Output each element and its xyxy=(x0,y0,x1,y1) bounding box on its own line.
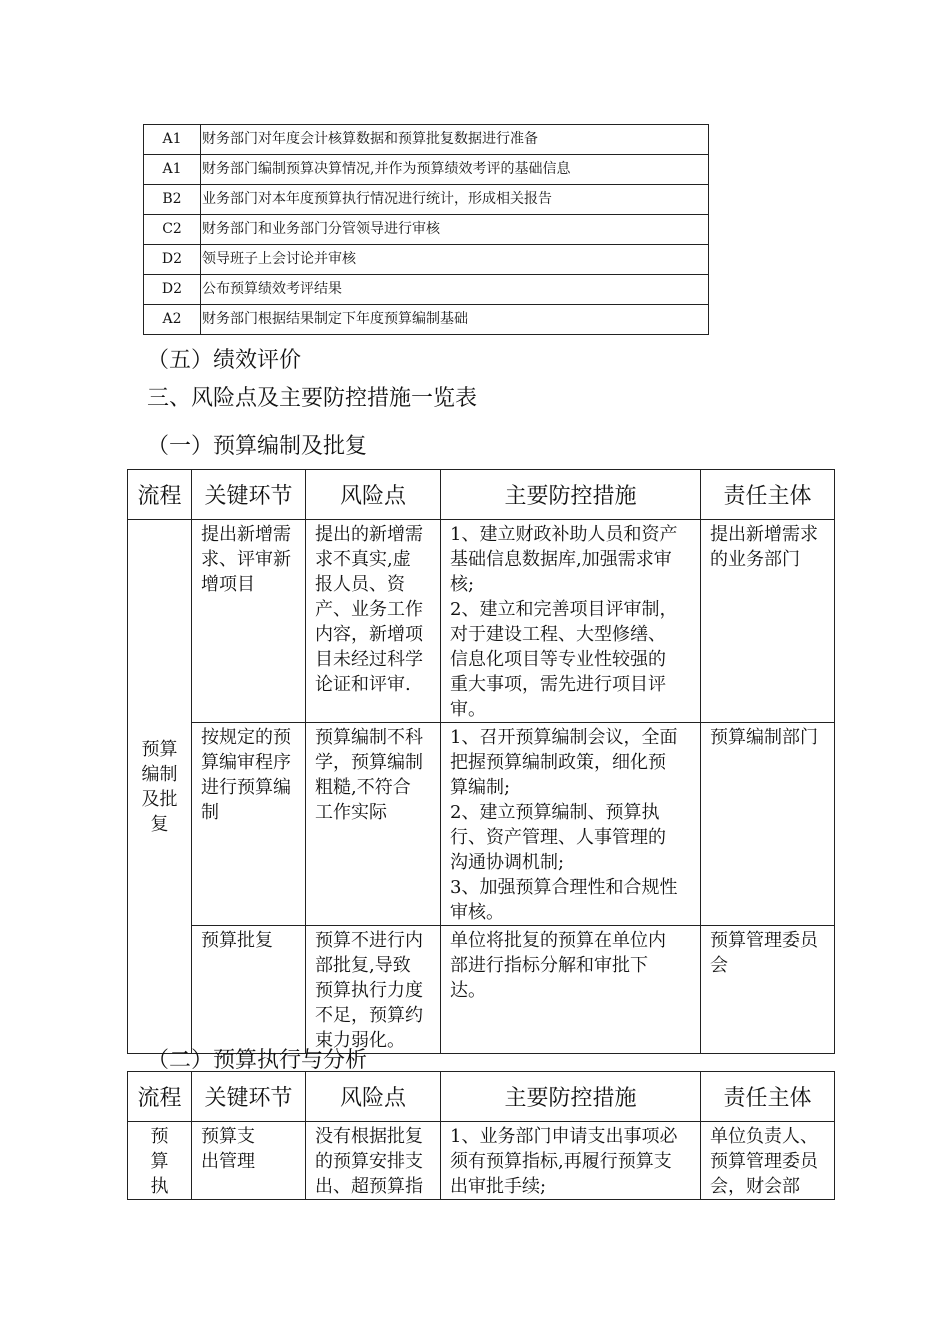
flow-cell: 预算 编制 及批 复 xyxy=(128,520,192,1054)
risk-cell: 预算编制不科 学，预算编制 粗糙,不符合 工作实际 xyxy=(306,723,441,926)
flow-cell: 预 算 执 xyxy=(128,1122,192,1200)
owner-cell: 预算编制部门 xyxy=(701,723,835,926)
table-row xyxy=(128,1122,835,1200)
table-row xyxy=(144,305,709,335)
measures-cell: 1、业务部门申请支出事项必 须有预算指标,再履行预算支 出审批手续; xyxy=(441,1122,701,1200)
col-header-owner: 责任主体 xyxy=(701,1072,835,1122)
col-header-measures: 主要防控措施 xyxy=(441,1072,701,1122)
table-row xyxy=(144,215,709,245)
table-row xyxy=(144,125,709,155)
risk-cell: 预算不进行内 部批复,导致 预算执行力度 不足，预算约 束力弱化。 xyxy=(306,926,441,1054)
evaluation-steps-table xyxy=(143,124,709,335)
table-row xyxy=(128,520,835,723)
risk-cell: 提出的新增需 求不真实,虚 报人员、资 产、业务工作 内容，新增项 目未经过科学 论证和评审. xyxy=(306,520,441,723)
step-description: 公布预算绩效考评结果 xyxy=(201,275,709,305)
col-header-flow: 流程 xyxy=(128,470,192,520)
budget-execution-table xyxy=(127,1071,835,1200)
table-row xyxy=(144,245,709,275)
step-description: 财务部门和业务部门分管领导进行审核 xyxy=(201,215,709,245)
col-header-owner: 责任主体 xyxy=(701,470,835,520)
key-step-cell: 提出新增需 求、评审新 增项目 xyxy=(192,520,306,723)
col-header-key-step: 关键环节 xyxy=(192,470,306,520)
step-code: B2 xyxy=(144,185,201,215)
heading-performance-evaluation: （五）绩效评价 xyxy=(147,348,302,373)
key-step-cell: 按规定的预 算编审程序 进行预算编 制 xyxy=(192,723,306,926)
step-code: A1 xyxy=(144,125,201,155)
col-header-measures: 主要防控措施 xyxy=(441,470,701,520)
owner-cell: 预算管理委员 会 xyxy=(701,926,835,1054)
table-row xyxy=(144,185,709,215)
key-step-cell: 预算支 出管理 xyxy=(192,1122,306,1200)
heading-budget-execution: （二）预算执行与分析 xyxy=(147,1048,368,1073)
col-header-risk: 风险点 xyxy=(306,1072,441,1122)
step-description: 财务部门对年度会计核算数据和预算批复数据进行准备 xyxy=(201,125,709,155)
table-header-row xyxy=(128,470,835,520)
measures-cell: 单位将批复的预算在单位内 部进行指标分解和审批下 达。 xyxy=(441,926,701,1054)
step-description: 财务部门编制预算决算情况,并作为预算绩效考评的基础信息 xyxy=(201,155,709,185)
measures-cell: 1、召开预算编制会议，全面 把握预算编制政策，细化预 算编制; 2、建立预算编制、预算执 行、资产管理、人事管理的 沟通协调机制; 3、加强预算合理性和合规性 审核。 xyxy=(441,723,701,926)
table-row xyxy=(144,155,709,185)
heading-budget-preparation: （一）预算编制及批复 xyxy=(147,434,368,459)
step-code: A2 xyxy=(144,305,201,335)
table-row xyxy=(128,723,835,926)
step-code: D2 xyxy=(144,275,201,305)
col-header-key-step: 关键环节 xyxy=(192,1072,306,1122)
step-description: 业务部门对本年度预算执行情况进行统计，形成相关报告 xyxy=(201,185,709,215)
heading-risk-table: 三、风险点及主要防控措施一览表 xyxy=(147,386,478,411)
risk-cell: 没有根据批复 的预算安排支 出、超预算指 xyxy=(306,1122,441,1200)
table-row xyxy=(144,275,709,305)
col-header-risk: 风险点 xyxy=(306,470,441,520)
key-step-cell: 预算批复 xyxy=(192,926,306,1054)
col-header-flow: 流程 xyxy=(128,1072,192,1122)
step-code: A1 xyxy=(144,155,201,185)
budget-preparation-table xyxy=(127,469,835,1054)
step-code: D2 xyxy=(144,245,201,275)
measures-cell: 1、建立财政补助人员和资产 基础信息数据库,加强需求审 核; 2、建立和完善项目评审制， 对于建设工程、大型修缮、 信息化项目等专业性较强的 重大事项，需先进行项目评 审。 xyxy=(441,520,701,723)
step-description: 财务部门根据结果制定下年度预算编制基础 xyxy=(201,305,709,335)
step-description: 领导班子上会讨论并审核 xyxy=(201,245,709,275)
table-header-row xyxy=(128,1072,835,1122)
owner-cell: 提出新增需求 的业务部门 xyxy=(701,520,835,723)
step-code: C2 xyxy=(144,215,201,245)
table-row xyxy=(128,926,835,1054)
owner-cell: 单位负责人、 预算管理委员 会，财会部 xyxy=(701,1122,835,1200)
